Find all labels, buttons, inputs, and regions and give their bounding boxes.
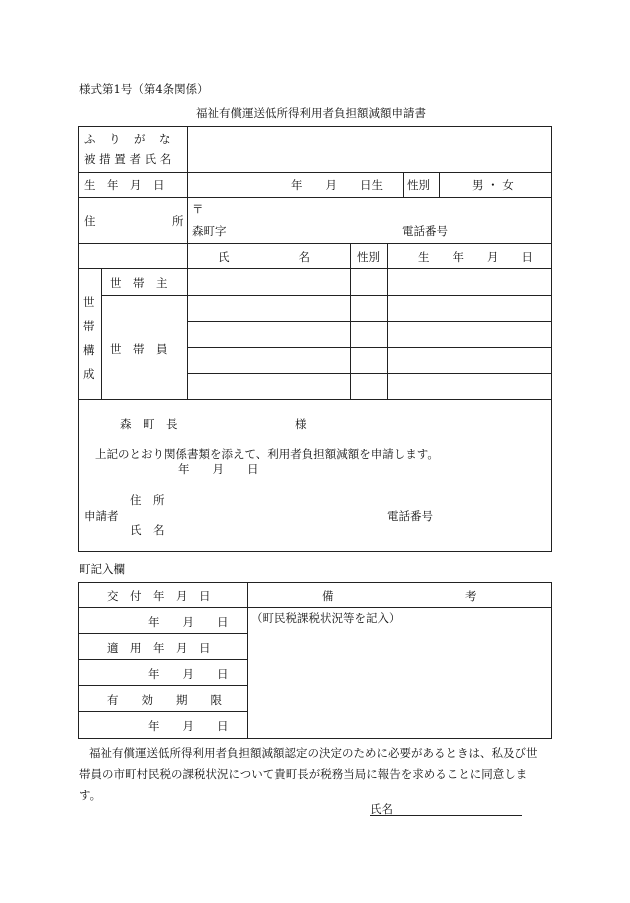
honorific: 様 xyxy=(295,417,307,431)
household-row-2-name[interactable] xyxy=(190,298,348,319)
address-label-2: 所 xyxy=(172,214,184,228)
household-row-2-dob[interactable] xyxy=(390,298,548,319)
dob-label: 生 年 月 日 xyxy=(84,178,165,192)
issue-date-value: 年 月 日 xyxy=(148,615,229,629)
household-row-3-dob[interactable] xyxy=(390,324,548,345)
name-label: 被 措 置 者 氏 名 xyxy=(84,152,172,166)
household-head-label: 世 帯 主 xyxy=(110,276,168,290)
expiry-value: 年 月 日 xyxy=(148,719,229,733)
household-sex-header: 性別 xyxy=(357,250,380,264)
household-row-3-sex[interactable] xyxy=(353,324,385,345)
household-name-header: 氏 名 xyxy=(218,250,310,264)
household-section-char-3: 構 xyxy=(83,343,95,357)
declaration-phone-label: 電話番号 xyxy=(387,509,433,523)
furigana-label: ふ り が な xyxy=(84,132,172,146)
apply-date-value: 年 月 日 xyxy=(148,667,229,681)
consent-line-1: 福祉有償運送低所得利用者負担額減額認定の決定のために必要があるときは、私及び世 xyxy=(89,746,538,760)
consent-line-3: す。 xyxy=(79,788,102,802)
page-title: 福祉有償運送低所得利用者負担額減額申請書 xyxy=(196,106,426,120)
postal-mark: 〒 xyxy=(192,202,204,216)
declaration-address-label: 住 所 xyxy=(130,493,165,507)
household-row-3-name[interactable] xyxy=(190,324,348,345)
household-row-1-dob[interactable] xyxy=(390,271,548,293)
household-row-4-name[interactable] xyxy=(190,350,348,371)
household-row-1-sex[interactable] xyxy=(353,271,385,293)
form-number: 様式第1号（第4条関係） xyxy=(79,82,209,96)
declaration-statement: 上記のとおり関係書類を添えて、利用者負担額減額を申請します。 xyxy=(95,447,439,461)
remarks-note: （町民税課税状況等を記入） xyxy=(251,611,401,625)
sex-label: 性別 xyxy=(407,178,430,192)
addressee: 森 町 長 xyxy=(120,417,178,431)
consent-line-2: 帯員の市町村民税の課税状況について貴町長が税務当局に報告を求めることに同意しま xyxy=(79,767,528,781)
remarks-label-1: 備 xyxy=(322,589,334,603)
household-section-char-2: 帯 xyxy=(83,319,95,333)
apply-date-label: 適 用 年 月 日 xyxy=(107,641,211,655)
remarks-label-2: 考 xyxy=(465,589,477,603)
household-dob-header: 生 年 月 日 xyxy=(418,250,533,264)
signature-line[interactable] xyxy=(370,815,522,816)
household-member-label: 世 帯 員 xyxy=(110,342,168,356)
household-row-1-name[interactable] xyxy=(190,271,348,293)
applicant-label: 申請者 xyxy=(84,509,119,523)
household-row-5-name[interactable] xyxy=(190,376,348,397)
dob-value: 年 月 日生 xyxy=(291,178,383,192)
household-row-5-dob[interactable] xyxy=(390,376,548,397)
address-label-1: 住 xyxy=(84,214,96,228)
consent-name-label: 氏名 xyxy=(370,802,393,816)
expiry-label: 有 効 期 限 xyxy=(107,693,222,707)
issue-date-label: 交 付 年 月 日 xyxy=(107,589,211,603)
phone-label: 電話番号 xyxy=(402,224,448,238)
office-section-title: 町記入欄 xyxy=(79,562,125,576)
household-row-4-sex[interactable] xyxy=(353,350,385,371)
household-row-4-dob[interactable] xyxy=(390,350,548,371)
office-table xyxy=(78,582,552,739)
sex-options: 男 ・ 女 xyxy=(472,178,514,192)
household-row-5-sex[interactable] xyxy=(353,376,385,397)
declaration-name-label: 氏 名 xyxy=(130,523,165,537)
household-section-char-1: 世 xyxy=(83,295,95,309)
address-prefix: 森町字 xyxy=(192,224,227,238)
household-row-2-sex[interactable] xyxy=(353,298,385,319)
declaration-date: 年 月 日 xyxy=(178,462,259,476)
household-section-char-4: 成 xyxy=(83,367,95,381)
